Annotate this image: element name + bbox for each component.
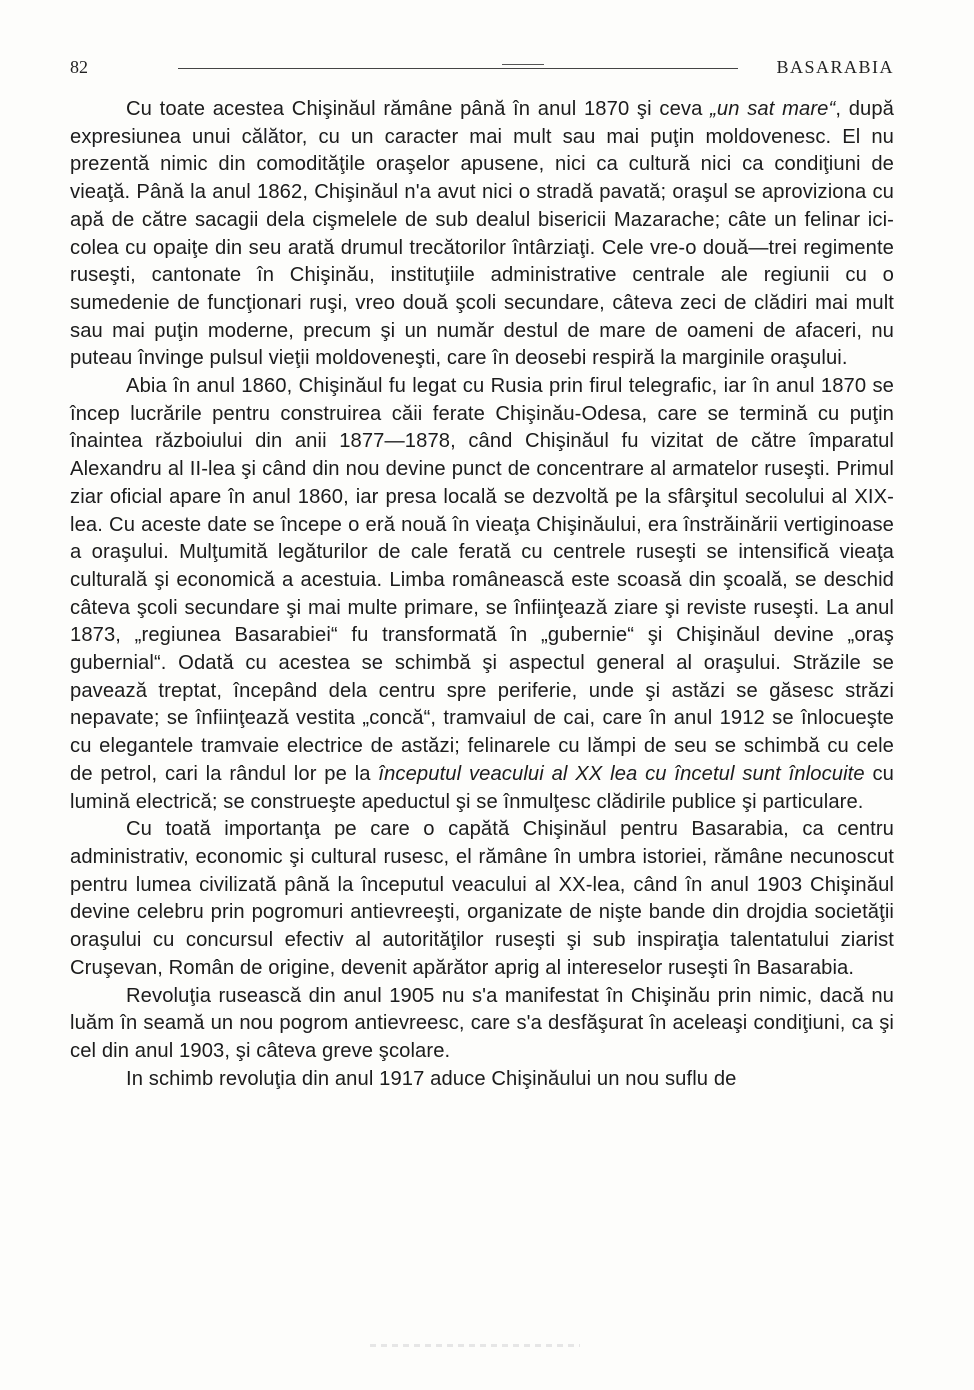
header-rule — [178, 68, 738, 69]
paragraph-text: Revoluţia rusească din anul 1905 nu s'a manifestat în Chişinău prin nimic, dacă nu luăm în seamă un nou pogrom antievreesc, care s'a desfăşurat în aceleaşi condiţiuni, ca şi cel din anul 1903, şi câteva greve şcolare. — [70, 984, 894, 1062]
body-text — [70, 96, 894, 1093]
paragraph-text: Abia în anul 1860, Chişinăul fu legat cu Rusia prin firul telegrafic, iar în anul 1870 se încep lucrările pentru construirea căii ferate Chişinău-Odesa, care se termină cu puţin înaintea războiului din anii 1877—1878, când Chişinăul fu vizitat de către împaratul Alexandru al II-lea şi când din nou devine punct de concentrare al armatelor ruseşti. Primul ziar oficial apare în anul 1860, iar presa locală se dezvoltă pe la sfârşitul secolului al XIX-lea. Cu aceste date se începe o eră nouă în vieaţa Chişinăului, era înstrăinării vertiginoase a oraşului. Mulţumită legăturilor de cale ferată cu centrele ruseşti se intensifică vieaţa culturală şi economică a acestuia. Limba românească este scoasă din şcoală, se deschid câteva şcoli secundare şi mai multe primare, se înfiinţează ziare şi reviste ruseşti. La anul 1873, „regiunea Basarabiei“ fu transformată în „gubernie“ şi Chişinăul devine „oraş gubernial“. Odată cu acestea se schimbă şi aspectul general al oraşului. Străzile se pavează treptat, începând dela centru spre periferie, unde şi astăzi se găsesc străzi nepavate; se înfiinţează vestita „concă“, tramvaiul de cai, care în anul 1912 se înlocueşte cu elegantele tramvaie electrice de astăzi; felinarele cu lămpi de seu se schimbă cu cele de petrol, cari la rândul lor pe la — [70, 375, 894, 785]
page-number: 82 — [70, 57, 88, 77]
paragraph-text: , după expresiunea unui călător, cu un caracter mai mult sau mai puţin moldovenesc. El nu prezentă nimic din comodităţile oraşelor apusene, nici ca cultură nici ca condiţiuni de vieaţă. Până la anul 1862, Chişinăul n'a avut nici o stradă pavată; oraşul se aproviziona cu apă de către sacagii dela cişmelele de sub dealul bisericii Mazarache; câte un felinar ici-colea cu opaiţe din seu arată drumul trecătorilor întârziaţi. Cele vre-o două—trei regimente ruseşti, cantonate în Chişinău, instituţiile administrative centrale ale regiunii cu o sumedenie de funcţionari ruşi, vreo două şcoli secundare, câteva zeci de clădiri mai mult sau mai puţin moderne, precum şi un număr destul de mare de oameni de afaceri, nu puteau învinge pulsul vieţii moldoveneşti, care în deosebi respiră la marginile oraşului. — [70, 98, 895, 370]
paragraph-emphasis: începutul veacului al XX lea cu încetul sunt înlocuite — [378, 762, 865, 785]
paragraph-5 — [70, 1066, 894, 1094]
paragraph-text: Cu toată importanţa pe care o capătă Chişinăul pentru Basarabia, ca centru administrativ, economic şi cultural rusesc, el rămâne în umbra istoriei, rămâne necunoscut pentru lumea civilizată până la începutul veacului al XX-lea, când în anul 1903 Chişinăul devine celebru prin pogromuri antievreeşti, organizate de nişte bande din drojdia societăţii oraşului cu concursul efectiv al autorităţilor ruseşti şi sub inspiraţia talentatului ziarist Cruşevan, Român de origine, devenit apărător aprig al intereselor ruseşti în Basarabia. — [70, 818, 894, 979]
scan-artifact — [370, 1344, 580, 1347]
paragraph-3 — [70, 816, 894, 982]
paragraph-text: In schimb revoluţia din anul 1917 aduce Chişinăului un nou suflu de — [126, 1067, 737, 1090]
header-ornament — [502, 64, 544, 65]
running-head: BASARABIA — [776, 57, 894, 77]
paragraph-text: Cu toate acestea Chişinăul rămâne până în anul 1870 şi ceva — [126, 98, 711, 120]
paragraph-1 — [70, 96, 894, 373]
paragraph-emphasis: „un sat mare“ — [710, 98, 836, 120]
page-header — [70, 55, 894, 83]
paragraph-4 — [70, 983, 894, 1066]
paragraph-2 — [70, 373, 894, 816]
paragraph-text: cu lumină electrică; se construeşte apeductul şi se înmulţesc clădirile publice şi particulare. — [70, 762, 894, 813]
